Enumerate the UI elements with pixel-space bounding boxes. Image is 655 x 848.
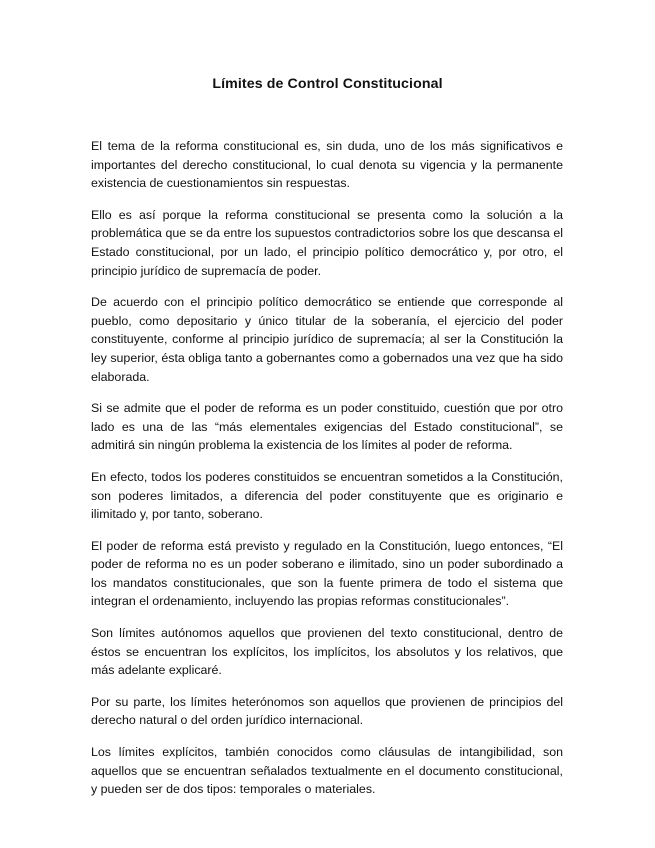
paragraph: El tema de la reforma constitucional es, sin duda, uno de los más significativos e importantes del derecho constitucional, lo cual denota su vigencia y la permanente existencia de cuestionamientos sin respuestas. [91, 139, 563, 191]
paragraph: Por su parte, los límites heterónomos son aquellos que provienen de principios del derecho natural o del orden jurídico internacional. [91, 694, 563, 728]
paragraph: Son límites autónomos aquellos que provienen del texto constitucional, dentro de éstos se encuentran los explícitos, los implícitos, los absolutos y los relativos, que más adelante explicaré. [91, 626, 563, 678]
page-title: Límites de Control Constitucional [212, 76, 443, 92]
paragraph: En efecto, todos los poderes constituidos se encuentran sometidos a la Constitución, son poderes limitados, a diferencia del poder constituyente que es originario e ilimitado y, por tanto, soberano. [91, 469, 563, 522]
paragraph: Si se admite que el poder de reforma es un poder constituido, cuestión que por otro lado es una de las “más elementales exigencias del Estado constitucional”, se admitirá sin ningún problema la existencia de los límites al poder de reforma. [91, 401, 563, 453]
document-body [91, 137, 563, 812]
paragraph: De acuerdo con el principio político democrático se entiende que corresponde al pueblo, como depositario y único titular de la soberanía, el ejercicio del poder constituyente, conforme al principio jurídico de supremacía; al ser la Constitución la ley superior, ésta obliga tanto a gobernantes como a gobernados una vez que ha sido elaborada. [91, 295, 563, 384]
paragraph: Los límites explícitos, también conocidos como cláusulas de intangibilidad, son aquellos que se encuentran señalados textualmente en el documento constitucional, y pueden ser de dos tipos: temporales o materiales. [91, 745, 563, 797]
paragraph: El poder de reforma está previsto y regulado en la Constitución, luego entonces, “El poder de reforma no es un poder soberano e ilimitado, sino un poder subordinado a los mandatos constitucionales, que son la fuente primera de todo el sistema que integran el ordenamiento, incluyendo las propias reformas constitucionales”. [91, 538, 563, 609]
paragraph: Ello es así porque la reforma constitucional se presenta como la solución a la problemática que se da entre los supuestos contradictorios sobre los que descansa el Estado constitucional, por un lado, el principio político democrático y, por otro, el principio jurídico de supremacía de poder. [91, 207, 563, 278]
